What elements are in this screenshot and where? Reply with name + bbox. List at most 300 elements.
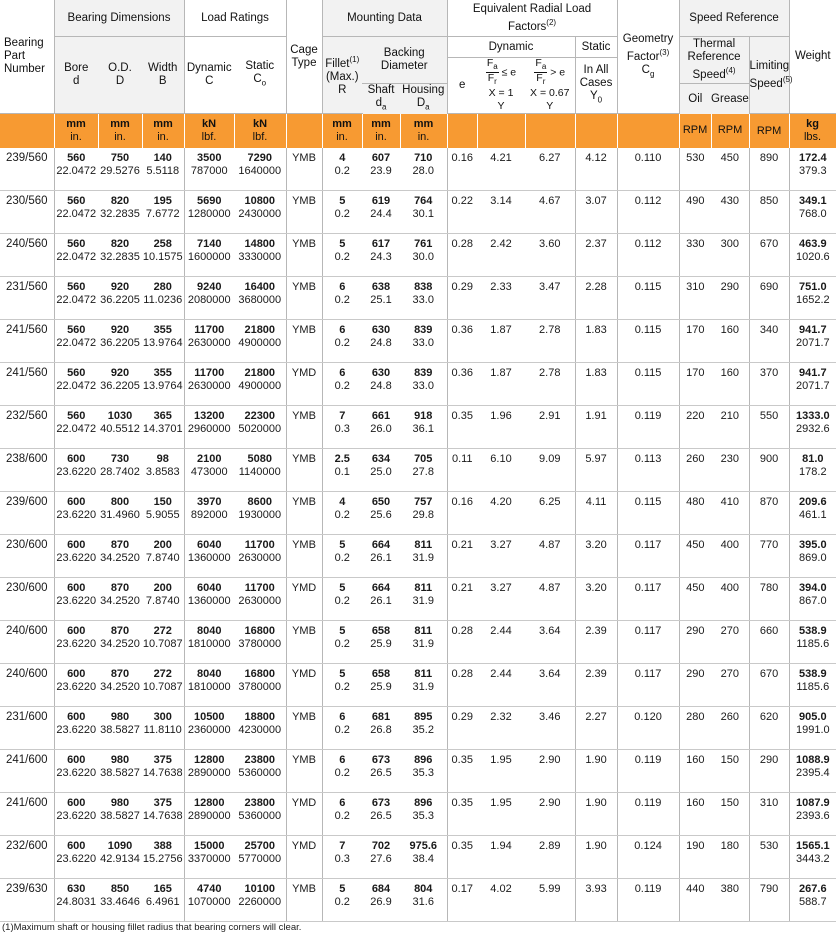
metric-value: 5	[339, 539, 346, 552]
metric-value: 355	[153, 324, 172, 337]
static-cell	[234, 707, 286, 750]
cg-cell: 0.113	[617, 449, 679, 492]
table-row	[0, 277, 836, 320]
metric-value: 272	[153, 668, 172, 681]
shaft-cell	[362, 750, 400, 793]
imperial-value: 38.5827	[100, 723, 140, 736]
width-cell	[142, 277, 184, 320]
metric-value: 365	[153, 410, 172, 423]
table-row	[0, 234, 836, 277]
imperial-value: 34.2520	[100, 637, 140, 650]
metric-value: 980	[110, 797, 130, 810]
y2-cell: 3.64	[525, 664, 575, 707]
cg-cell: 0.119	[617, 879, 679, 922]
metric-value: 15000	[193, 840, 225, 853]
weight-cell	[789, 320, 836, 363]
imperial-value: 7.6772	[145, 207, 180, 220]
width-cell	[142, 535, 184, 578]
limiting-cell: 850	[749, 191, 789, 234]
e-cell: 0.35	[447, 750, 477, 793]
unit-housing: mm in.	[400, 114, 447, 149]
y0-cell: 1.83	[575, 320, 617, 363]
cage-cell: YMB	[286, 449, 322, 492]
static-cell	[234, 320, 286, 363]
imperial-value: 23.6220	[56, 637, 97, 650]
imperial-value: 1360000	[187, 551, 231, 564]
header-backing-diameter: Backing Diameter	[362, 37, 447, 84]
metric-value: 395.0	[799, 539, 827, 552]
metric-value: 600	[67, 840, 86, 853]
unit-cg	[617, 114, 679, 149]
dynamic-cell	[184, 492, 234, 535]
header-cage-type: Cage Type	[286, 0, 322, 114]
metric-value: 2.5	[334, 453, 350, 466]
table-row	[0, 492, 836, 535]
imperial-value: 0.3	[334, 852, 350, 865]
metric-value: 600	[67, 539, 86, 552]
metric-value: 804	[414, 883, 433, 896]
bore-cell	[54, 707, 98, 750]
header-fillet: Fillet$^{(1)}$ (Max.) R	[322, 37, 362, 114]
imperial-value: 3780000	[238, 637, 282, 650]
imperial-value: 3780000	[238, 680, 282, 693]
metric-value: 7140	[197, 238, 222, 251]
limiting-cell: 890	[749, 148, 789, 191]
cg-cell: 0.120	[617, 707, 679, 750]
metric-value: 975.6	[409, 840, 438, 853]
header-limiting: Limiting Speed$^{(5)}$	[749, 37, 789, 114]
imperial-value: 23.6220	[56, 852, 97, 865]
imperial-value: 22.0472	[56, 293, 97, 306]
unit-y0	[575, 114, 617, 149]
table-body	[0, 114, 836, 922]
imperial-value: 23.6220	[56, 809, 97, 822]
imperial-value: 24.8	[370, 336, 392, 349]
limiting-cell: 770	[749, 535, 789, 578]
e-cell: 0.36	[447, 320, 477, 363]
y1-cell: 2.33	[477, 277, 525, 320]
imperial-value: 2630000	[238, 594, 282, 607]
imperial-value: 25.6	[370, 508, 392, 521]
imperial-value: 1652.2	[795, 293, 830, 306]
imperial-value: 31.9	[412, 680, 434, 693]
metric-value: 895	[414, 711, 433, 724]
metric-value: 21800	[244, 367, 276, 380]
metric-value: 896	[414, 754, 433, 767]
od-cell	[98, 578, 142, 621]
imperial-value: 36.2205	[100, 336, 140, 349]
imperial-value: 0.2	[334, 895, 350, 908]
imperial-value: 1991.0	[795, 723, 830, 736]
metric-value: 681	[371, 711, 391, 724]
dynamic-cell	[184, 621, 234, 664]
y0-cell: 2.39	[575, 664, 617, 707]
part-number-cell: 240/600	[0, 664, 54, 707]
cg-cell: 0.119	[617, 793, 679, 836]
header-e: e	[447, 58, 477, 114]
imperial-value: 5360000	[238, 766, 282, 779]
unit-shaft: mm in.	[362, 114, 400, 149]
imperial-value: 1020.6	[795, 250, 830, 263]
imperial-value: 22.0472	[56, 422, 97, 435]
y1-cell: 3.27	[477, 535, 525, 578]
metric-value: 560	[67, 238, 86, 251]
imperial-value: 4230000	[238, 723, 282, 736]
header-cond-gt: $\frac{F_a}{F_r}$ > e X = 0.67 Y	[525, 58, 575, 114]
metric-value: 4	[339, 152, 346, 165]
metric-value: 634	[371, 453, 391, 466]
metric-value: 4	[339, 496, 346, 509]
metric-value: 463.9	[799, 238, 827, 251]
metric-value: 658	[371, 668, 391, 681]
static-cell	[234, 664, 286, 707]
table-row	[0, 578, 836, 621]
imperial-value: 0.3	[334, 422, 350, 435]
metric-value: 8040	[197, 668, 222, 681]
y2-cell: 3.47	[525, 277, 575, 320]
unit-width: mm in.	[142, 114, 184, 149]
header-width: Width B	[142, 37, 184, 114]
imperial-value: 22.0472	[56, 207, 97, 220]
od-cell	[98, 879, 142, 922]
grease-cell: 300	[711, 234, 749, 277]
oil-cell: 220	[679, 406, 711, 449]
imperial-value: 42.9134	[100, 852, 140, 865]
imperial-value: 24.8031	[56, 895, 97, 908]
static-cell	[234, 750, 286, 793]
static-cell	[234, 191, 286, 234]
weight-cell	[789, 664, 836, 707]
table-row	[0, 191, 836, 234]
imperial-value: 33.0	[412, 293, 434, 306]
y0-cell: 1.83	[575, 363, 617, 406]
metric-value: 258	[153, 238, 172, 251]
oil-cell: 190	[679, 836, 711, 879]
metric-value: 600	[67, 797, 86, 810]
limiting-cell: 370	[749, 363, 789, 406]
width-cell	[142, 707, 184, 750]
bore-cell	[54, 879, 98, 922]
imperial-value: 31.6	[412, 895, 434, 908]
metric-value: 6	[339, 754, 346, 767]
imperial-value: 1140000	[238, 465, 281, 478]
cage-cell: YMD	[286, 664, 322, 707]
housing-cell	[400, 449, 447, 492]
housing-cell	[400, 750, 447, 793]
grease-cell: 410	[711, 492, 749, 535]
imperial-value: 2630000	[187, 336, 231, 349]
y2-cell: 4.87	[525, 535, 575, 578]
static-cell	[234, 793, 286, 836]
weight-cell	[789, 750, 836, 793]
imperial-value: 2932.6	[795, 422, 830, 435]
metric-value: 209.6	[799, 496, 827, 509]
metric-value: 272	[153, 625, 172, 638]
od-cell	[98, 836, 142, 879]
imperial-value: 34.2520	[100, 680, 140, 693]
y1-cell: 1.87	[477, 363, 525, 406]
grease-cell: 160	[711, 320, 749, 363]
shaft-cell	[362, 449, 400, 492]
shaft-cell	[362, 191, 400, 234]
imperial-value: 2071.7	[795, 336, 830, 349]
metric-value: 11700	[244, 539, 275, 552]
unit-fillet: mm in.	[322, 114, 362, 149]
e-cell: 0.35	[447, 793, 477, 836]
fillet-cell	[322, 535, 362, 578]
housing-cell	[400, 148, 447, 191]
housing-cell	[400, 191, 447, 234]
imperial-value: 7.8740	[145, 551, 180, 564]
dynamic-cell	[184, 234, 234, 277]
imperial-value: 26.9	[370, 895, 392, 908]
imperial-value: 24.3	[370, 250, 392, 263]
metric-value: 9240	[197, 281, 222, 294]
bore-cell	[54, 277, 98, 320]
dynamic-cell	[184, 707, 234, 750]
imperial-value: 1185.6	[796, 680, 830, 693]
header-speed-reference: Speed Reference	[679, 0, 789, 37]
unit-oil: RPM	[679, 114, 711, 149]
metric-value: 11700	[244, 582, 275, 595]
static-cell	[234, 277, 286, 320]
metric-value: 560	[67, 324, 86, 337]
width-cell	[142, 363, 184, 406]
fillet-cell	[322, 191, 362, 234]
metric-value: 617	[371, 238, 391, 251]
static-cell	[234, 363, 286, 406]
metric-value: 870	[110, 539, 130, 552]
metric-value: 538.9	[799, 625, 827, 638]
housing-cell	[400, 578, 447, 621]
weight-cell	[789, 492, 836, 535]
part-number-cell: 238/600	[0, 449, 54, 492]
imperial-value: 31.9	[412, 637, 434, 650]
oil-cell: 260	[679, 449, 711, 492]
part-number-cell: 232/560	[0, 406, 54, 449]
header-eq-dynamic: Dynamic	[447, 37, 575, 58]
metric-value: 21800	[244, 324, 276, 337]
header-static: Static $C_o$	[234, 37, 286, 114]
metric-value: 673	[371, 797, 391, 810]
imperial-value: 1810000	[187, 637, 231, 650]
bore-cell	[54, 191, 98, 234]
limiting-cell: 900	[749, 449, 789, 492]
metric-value: 12800	[193, 754, 225, 767]
metric-value: 560	[67, 367, 86, 380]
imperial-value: 36.1	[412, 422, 434, 435]
static-cell	[234, 148, 286, 191]
header-eq-radial-load: Equivalent Radial Load Factors$^{(2)}$	[447, 0, 617, 37]
bore-cell	[54, 363, 98, 406]
metric-value: 600	[67, 453, 86, 466]
header-od: O.D. D	[98, 37, 142, 114]
limiting-cell: 550	[749, 406, 789, 449]
metric-value: 560	[67, 195, 86, 208]
imperial-value: 27.6	[370, 852, 392, 865]
bore-cell	[54, 234, 98, 277]
unit-weight: kg lbs.	[789, 114, 836, 149]
imperial-value: 25.0	[370, 465, 392, 478]
e-cell: 0.29	[447, 707, 477, 750]
y0-cell: 1.90	[575, 836, 617, 879]
e-cell: 0.22	[447, 191, 477, 234]
cage-cell: YMB	[286, 320, 322, 363]
weight-cell	[789, 363, 836, 406]
footnote: (1)Maximum shaft or housing fillet radius that bearing corners will clear.	[2, 922, 302, 933]
weight-cell	[789, 191, 836, 234]
limiting-cell: 870	[749, 492, 789, 535]
fillet-cell	[322, 406, 362, 449]
weight-cell	[789, 707, 836, 750]
metric-value: 1565.1	[795, 840, 830, 853]
fillet-cell	[322, 148, 362, 191]
metric-value: 811	[414, 539, 433, 552]
unit-static: kN lbf.	[234, 114, 286, 149]
imperial-value: 33.0	[412, 379, 434, 392]
housing-cell	[400, 836, 447, 879]
metric-value: 375	[153, 754, 172, 767]
imperial-value: 0.1	[334, 465, 350, 478]
metric-value: 200	[153, 539, 172, 552]
cage-cell: YMB	[286, 234, 322, 277]
metric-value: 560	[67, 152, 86, 165]
bore-cell	[54, 621, 98, 664]
dynamic-cell	[184, 277, 234, 320]
limiting-cell: 670	[749, 234, 789, 277]
imperial-value: 32.2835	[100, 250, 140, 263]
oil-cell: 160	[679, 750, 711, 793]
y2-cell: 3.64	[525, 621, 575, 664]
metric-value: 560	[67, 410, 86, 423]
cage-cell: YMB	[286, 492, 322, 535]
dynamic-cell	[184, 750, 234, 793]
table-row	[0, 836, 836, 879]
grease-cell: 270	[711, 664, 749, 707]
metric-value: 702	[371, 840, 391, 853]
imperial-value: 31.9	[412, 551, 434, 564]
metric-value: 905.0	[799, 711, 827, 724]
limiting-cell: 790	[749, 879, 789, 922]
imperial-value: 26.8	[370, 723, 392, 736]
metric-value: 16800	[244, 668, 276, 681]
metric-value: 3500	[197, 152, 222, 165]
imperial-value: 2360000	[187, 723, 231, 736]
dynamic-cell	[184, 320, 234, 363]
od-cell	[98, 707, 142, 750]
oil-cell: 450	[679, 578, 711, 621]
cg-cell: 0.112	[617, 191, 679, 234]
imperial-value: 30.1	[412, 207, 434, 220]
cage-cell: YMB	[286, 191, 322, 234]
imperial-value: 23.6220	[56, 766, 97, 779]
oil-cell: 330	[679, 234, 711, 277]
shaft-cell	[362, 406, 400, 449]
imperial-value: 3370000	[187, 852, 231, 865]
metric-value: 10100	[244, 883, 276, 896]
metric-value: 7	[339, 410, 346, 423]
imperial-value: 2890000	[187, 766, 231, 779]
cg-cell: 0.124	[617, 836, 679, 879]
limiting-cell: 780	[749, 578, 789, 621]
imperial-value: 3330000	[238, 250, 282, 263]
imperial-value: 26.0	[370, 422, 392, 435]
od-cell	[98, 363, 142, 406]
imperial-value: 0.2	[334, 508, 350, 521]
metric-value: 8040	[197, 625, 222, 638]
e-cell: 0.16	[447, 492, 477, 535]
imperial-value: 15.2756	[142, 852, 183, 865]
imperial-value: 11.8110	[143, 723, 182, 736]
shaft-cell	[362, 148, 400, 191]
metric-value: 751.0	[799, 281, 827, 294]
imperial-value: 1070000	[187, 895, 231, 908]
unit-bore: mm in.	[54, 114, 98, 149]
unit-limiting: RPM	[749, 114, 789, 149]
oil-cell: 170	[679, 320, 711, 363]
bore-cell	[54, 535, 98, 578]
y2-cell: 4.67	[525, 191, 575, 234]
imperial-value: 3.8583	[145, 465, 180, 478]
imperial-value: 0.2	[334, 164, 350, 177]
y2-cell: 6.25	[525, 492, 575, 535]
unit-y1	[477, 114, 525, 149]
part-number-cell: 230/600	[0, 578, 54, 621]
imperial-value: 31.4960	[100, 508, 140, 521]
imperial-value: 14.3701	[142, 422, 183, 435]
y2-cell: 2.89	[525, 836, 575, 879]
imperial-value: 0.2	[334, 207, 350, 220]
metric-value: 375	[153, 797, 172, 810]
imperial-value: 23.6220	[56, 594, 97, 607]
weight-cell	[789, 277, 836, 320]
header-weight: Weight	[789, 0, 836, 114]
od-cell	[98, 664, 142, 707]
bore-cell	[54, 836, 98, 879]
metric-value: 638	[371, 281, 391, 294]
od-cell	[98, 793, 142, 836]
unit-od: mm in.	[98, 114, 142, 149]
od-cell	[98, 449, 142, 492]
e-cell: 0.21	[447, 535, 477, 578]
limiting-cell: 310	[749, 793, 789, 836]
metric-value: 6	[339, 281, 346, 294]
imperial-value: 14.7638	[142, 809, 183, 822]
metric-value: 600	[67, 711, 86, 724]
imperial-value: 0.2	[334, 637, 350, 650]
dynamic-cell	[184, 664, 234, 707]
od-cell	[98, 320, 142, 363]
metric-value: 5	[339, 668, 346, 681]
shaft-cell	[362, 363, 400, 406]
metric-value: 165	[153, 883, 172, 896]
shaft-cell	[362, 234, 400, 277]
dynamic-cell	[184, 535, 234, 578]
metric-value: 811	[414, 582, 433, 595]
imperial-value: 22.0472	[56, 250, 97, 263]
imperial-value: 0.2	[334, 551, 350, 564]
metric-value: 1030	[107, 410, 133, 423]
grease-cell: 210	[711, 406, 749, 449]
metric-value: 705	[414, 453, 433, 466]
metric-value: 12800	[193, 797, 225, 810]
table-row	[0, 707, 836, 750]
dynamic-cell	[184, 793, 234, 836]
dynamic-cell	[184, 191, 234, 234]
part-number-cell: 241/560	[0, 320, 54, 363]
header-geometry-factor: Geometry Factor$^{(3)}$ $C_g$	[617, 0, 679, 114]
metric-value: 10500	[193, 711, 225, 724]
